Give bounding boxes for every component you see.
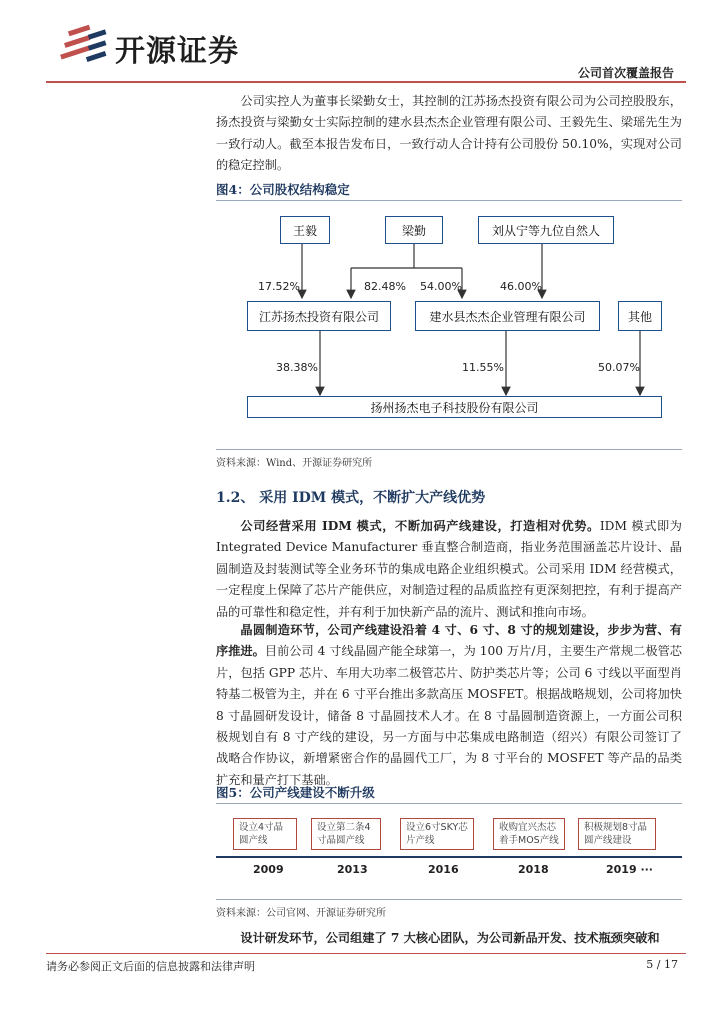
year-1: 2009 <box>253 863 284 876</box>
figure4-source: 资料来源：Wind、开源证券研究所 <box>216 458 373 469</box>
footer-rule <box>46 953 686 954</box>
wafer-lead: 晶圆制造环节，公司产线建设沿着 4 寸、6 寸、8 寸的规划建设，步步为营、有序推进。 <box>216 623 682 659</box>
node-yangzhou-yangjie: 扬州扬杰电子科技股份有限公司 <box>247 396 662 418</box>
edge-liu-to-jianshui: 46.00% <box>500 280 542 293</box>
edge-liang-to-jianshui: 54.00% <box>420 280 462 293</box>
milestone-2: 设立第二条4寸晶圆产线 <box>311 818 381 850</box>
trailing-lead: 设计研发环节，公司组建了 7 大核心团队，为公司新品开发、技术瓶颈突破和 <box>240 931 660 945</box>
idm-lead: 公司经营采用 IDM 模式，不断加码产线建设，打造相对优势。 <box>240 519 600 533</box>
idm-body: IDM 模式即为 Integrated Device Manufacturer 垂直整合制造商，指业务范围涵盖芯片设计、晶圆制造及封装测试等全业务环节的集成电路企业组织模式。公司采用 IDM 经营模式，一定程度上保障了芯片产能供应，对制造过程的品质监控有更深刻把控，有利于提高产品的可靠性和稳定性，并有利于加快新产品的流片、测试和推向市场。 <box>216 519 682 619</box>
node-wang-yi: 王毅 <box>280 216 330 244</box>
wafer-body: 目前公司 4 寸线晶圆产能全球第一，为 100 万片/月，主要生产常规二极管芯片，包括 GPP 芯片、车用大功率二极管芯片、防护类芯片等；公司 6 寸线以平面型肖特基二极管为主，并在 6 寸平台推出多款高压 MOSFET。根据战略规划，公司将加快 8 寸晶圆研发设计，储备 8 寸晶圆技术人才。在 8 寸晶圆制造资源上，一方面公司积极规划自有 8 寸产线的建设，另一方面与中芯集成电路制造（绍兴）有限公司签订了战略合作协议，新增紧密合作的晶圆代工厂，为 8 寸平台的 MOSFET 等产品的品类扩充和量产打下基础。 <box>216 644 682 787</box>
figure5-top-rule <box>216 803 682 804</box>
year-2: 2013 <box>337 863 368 876</box>
year-3: 2016 <box>428 863 459 876</box>
idm-paragraph <box>216 516 682 623</box>
milestone-1: 设立4寸晶圆产线 <box>233 818 297 850</box>
node-jianshui-jiejie: 建水县杰杰企业管理有限公司 <box>415 301 600 331</box>
figure5-label: 图5：公司产线建设不断升级 <box>216 785 375 800</box>
intro-paragraph: 公司实控人为董事长梁勤女士，其控制的江苏扬杰投资有限公司为公司控股股东，扬杰投资与梁勤女士实际控制的建水县杰杰企业管理有限公司、王毅先生、梁瑶先生为一致行动人。截至本报告发布日，一致行动人合计持有公司股份 50.10%，实现对公司的稳定控制。 <box>216 94 682 173</box>
trailing-paragraph <box>216 928 682 949</box>
figure4-bottom-rule <box>216 449 682 450</box>
edge-wang-to-jiangsu: 17.52% <box>258 280 300 293</box>
milestone-3: 设立6寸SKY芯片产线 <box>400 818 474 850</box>
edge-jiangsu-to-target: 38.38% <box>276 361 318 374</box>
brand-logo-icon <box>58 24 110 68</box>
figure5-source: 资料来源：公司官网、开源证券研究所 <box>216 908 386 919</box>
node-liang-qin: 梁勤 <box>385 216 443 244</box>
node-jiangsu-yangjie: 江苏扬杰投资有限公司 <box>247 301 391 331</box>
footer-disclaimer: 请务必参阅正文后面的信息披露和法律声明 <box>46 960 255 973</box>
milestone-4: 收购宜兴杰芯着手MOS产线 <box>493 818 565 850</box>
year-4: 2018 <box>518 863 549 876</box>
report-type: 公司首次覆盖报告 <box>577 66 674 80</box>
node-others: 其他 <box>618 301 662 331</box>
edge-jianshui-to-target: 11.55% <box>462 361 504 374</box>
milestone-5: 积极规划8寸晶圆产线建设 <box>578 818 656 850</box>
wafer-paragraph <box>216 620 682 791</box>
edge-others-to-target: 50.07% <box>598 361 640 374</box>
year-5: 2019 ··· <box>606 863 653 876</box>
header-rule <box>46 81 686 83</box>
node-liu-group: 刘从宁等九位自然人 <box>478 216 614 244</box>
brand-logo-text: 开源证券 <box>115 34 239 69</box>
figure5-bottom-rule <box>216 899 682 900</box>
page-number: 5 / 17 <box>646 958 678 971</box>
figure4-label: 图4：公司股权结构稳定 <box>216 182 350 197</box>
section-title: 1.2、 采用 IDM 模式，不断扩大产线优势 <box>216 490 486 506</box>
edge-liang-to-jiangsu: 82.48% <box>364 280 406 293</box>
